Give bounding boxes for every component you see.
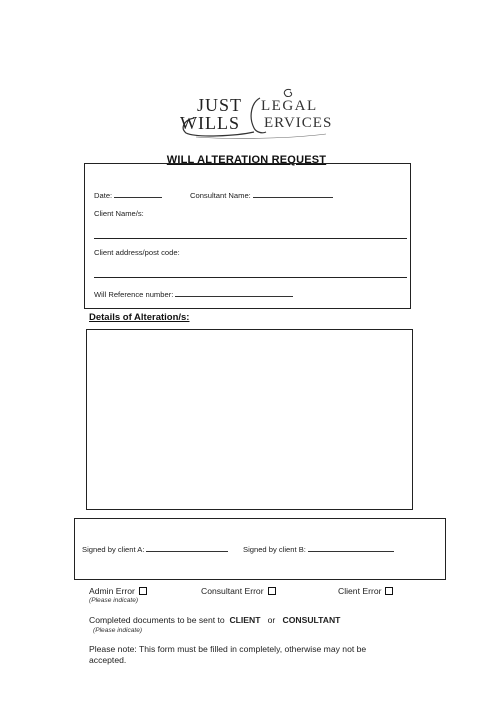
send-to-text: Completed documents to be sent to [89, 615, 225, 625]
client-address-input-line[interactable] [94, 277, 407, 278]
date-label: Date: [94, 191, 113, 200]
logo-text-services: ERVICES [264, 115, 333, 131]
send-to-client-option[interactable]: CLIENT [229, 615, 261, 625]
client-a-signature-field[interactable] [82, 543, 228, 554]
client-b-signature-line [308, 543, 394, 552]
error-indicate-note: (Please indicate) [89, 597, 139, 604]
admin-error-checkbox[interactable] [139, 587, 147, 595]
details-of-alteration-label: Details of Alteration/s: [89, 312, 190, 323]
client-names-input-line[interactable] [94, 238, 407, 239]
will-reference-underline [175, 288, 293, 297]
client-a-signature-line [146, 543, 228, 552]
client-names-label: Client Name/s: [94, 209, 144, 218]
client-b-signature-label: Signed by client B: [243, 545, 306, 554]
client-address-label: Client address/post code: [94, 248, 180, 257]
footer-note-line-1: Please note: This form must be filled in completely, otherwise may not be [89, 644, 367, 654]
admin-error-option[interactable] [89, 586, 147, 596]
consultant-error-option[interactable] [201, 586, 276, 596]
client-error-option[interactable] [338, 586, 393, 596]
footer-note-line-2: accepted. [89, 655, 127, 665]
send-to-consultant-option[interactable]: CONSULTANT [282, 615, 341, 625]
send-to-line [89, 615, 340, 625]
consultant-error-label: Consultant Error [201, 586, 264, 596]
consultant-name-underline [253, 189, 333, 198]
form-title: WILL ALTERATION REQUEST [166, 154, 327, 166]
date-field[interactable] [94, 189, 162, 200]
consultant-name-label: Consultant Name: [190, 191, 251, 200]
logo-text-just: JUST [197, 95, 243, 115]
client-a-signature-label: Signed by client A: [82, 545, 145, 554]
send-to-indicate-note: (Please indicate) [93, 627, 143, 634]
send-to-or: or [267, 615, 276, 625]
consultant-error-checkbox[interactable] [268, 587, 276, 595]
client-error-checkbox[interactable] [385, 587, 393, 595]
logo-text-legal: LEGAL [261, 98, 318, 114]
consultant-name-field[interactable] [190, 189, 333, 200]
client-b-signature-field[interactable] [243, 543, 394, 554]
alteration-details-box[interactable] [86, 329, 413, 510]
client-error-label: Client Error [338, 586, 382, 596]
will-reference-field[interactable] [94, 288, 293, 299]
logo-text-wills: WILLS [180, 113, 240, 133]
date-underline [114, 189, 162, 198]
will-reference-label: Will Reference number: [94, 290, 174, 299]
admin-error-label: Admin Error [89, 586, 135, 596]
